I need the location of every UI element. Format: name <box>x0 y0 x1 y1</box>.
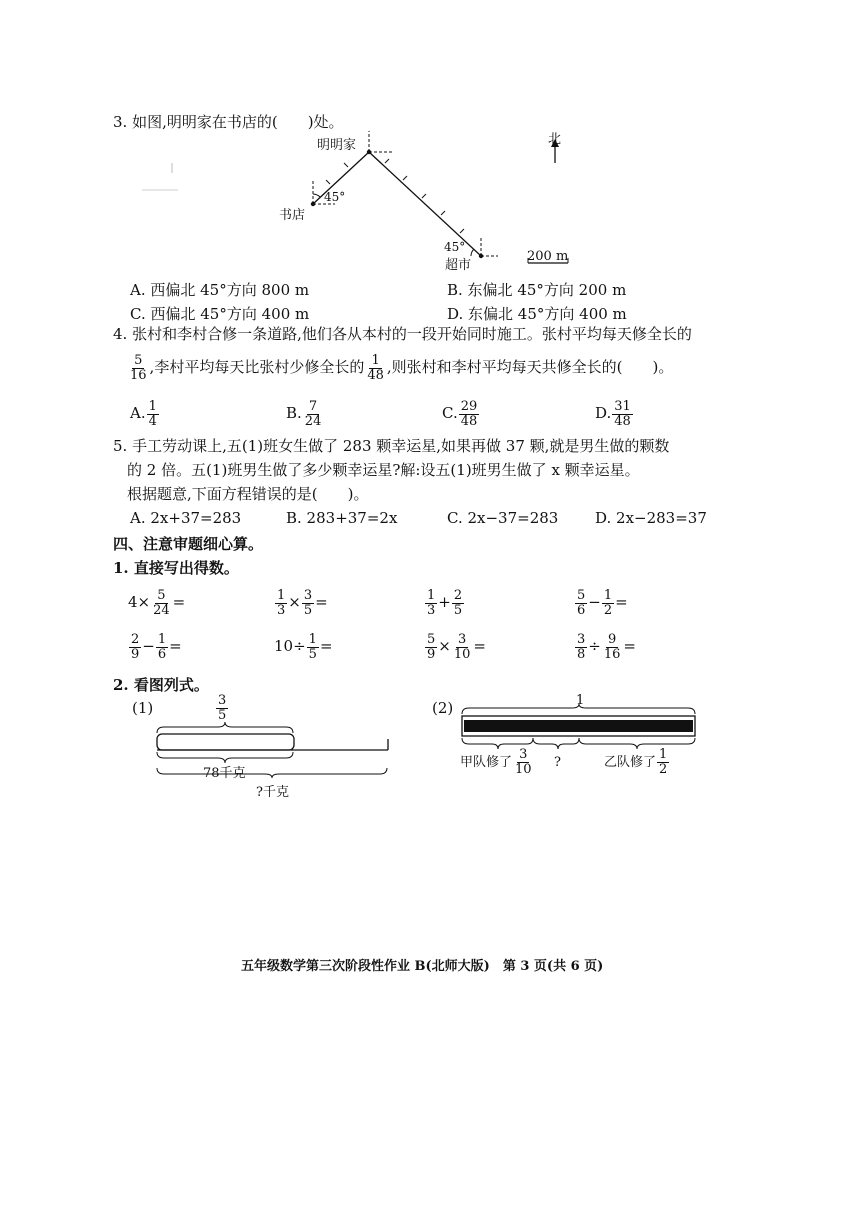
home-point <box>367 150 371 154</box>
fig1-fraction: $\frac{3}{5}$ <box>218 693 227 723</box>
fig1-known-label: 78千克 <box>203 766 246 781</box>
calc-r1-4: $\frac{5}{6}$ − $\frac{1}{2}$ = <box>577 587 628 618</box>
scale-label: 200 m <box>527 249 569 264</box>
angle-label-supermarket: 45° <box>444 240 466 254</box>
supermarket-point <box>479 254 483 258</box>
calc-r1-1: 4× $\frac{5}{24}$ = <box>128 587 186 618</box>
calc-r2-2: 10÷ $\frac{1}{5}$ = <box>274 631 333 662</box>
q5-line1: 5. 手工劳动课上,五(1)班女生做了 283 颗幸运星,如果再做 37 颗,就是男生做的颗数 <box>113 437 670 455</box>
fig1-part-bar <box>157 734 294 750</box>
fig2-middle-label: ? <box>554 755 561 770</box>
q4-option-c: C. $\frac{29}{48}$ <box>442 398 478 429</box>
q3-option-c: C. 西偏北 45°方向 400 m <box>130 305 310 323</box>
q4-option-b: B. $\frac{7}{24}$ <box>286 398 322 429</box>
q5-line3: 根据题意,下面方程错误的是( )。 <box>127 485 369 503</box>
q5-option-a: A. 2x+37=283 <box>130 509 242 527</box>
q4-line1: 4. 张村和李村合修一条道路,他们各从本村的一段开始同时施工。张村平均每天修全长的 <box>113 325 692 343</box>
supermarket-label: 超市 <box>445 258 472 273</box>
fig1-diagram <box>150 722 395 782</box>
page-footer: 五年级数学第三次阶段性作业 B(北师大版) 第 3 页(共 6 页) <box>241 959 604 974</box>
section4-q2-title: 2. 看图列式。 <box>113 676 209 694</box>
north-label: 北 <box>548 132 562 147</box>
home-label: 明明家 <box>317 138 357 153</box>
q5-option-d: D. 2x−283=37 <box>595 509 707 527</box>
fig2-team-a-label: 甲队修了 $\frac{3}{10}$ <box>460 747 532 777</box>
bookstore-point <box>311 202 315 206</box>
bookstore-label: 书店 <box>279 208 306 223</box>
q3-option-b: B. 东偏北 45°方向 200 m <box>447 281 627 299</box>
calc-r2-4: $\frac{3}{8}$ ÷ $\frac{9}{16}$ = <box>577 631 636 662</box>
section4-q1-title: 1. 直接写出得数。 <box>113 559 239 577</box>
q3-option-a: A. 西偏北 45°方向 800 m <box>130 281 310 299</box>
q4-fraction-1-48: $\frac{1}{48}$ <box>367 352 384 383</box>
fig2-total-label: 1 <box>576 693 585 708</box>
q5-line2: 的 2 倍。五(1)班男生做了多少颗幸运星?解:设五(1)班男生做了 x 颗幸运星。 <box>127 461 640 479</box>
q5-option-c: C. 2x−37=283 <box>447 509 559 527</box>
fig1-label: (1) <box>132 699 154 717</box>
q3-option-d: D. 东偏北 45°方向 400 m <box>447 305 627 323</box>
calc-r1-3: $\frac{1}{3}$ + $\frac{2}{5}$ <box>427 587 463 618</box>
q3-stem: 3. 如图,明明家在书店的( )处。 <box>113 113 344 131</box>
q5-option-b: B. 283+37=2x <box>286 509 398 527</box>
fig2-label: (2) <box>432 699 454 717</box>
calc-r2-1: $\frac{2}{9}$ − $\frac{1}{6}$ = <box>131 631 182 662</box>
section4-title: 四、注意审题细心算。 <box>113 535 264 553</box>
q4-fraction-5-16: $\frac{5}{16}$ <box>130 352 147 383</box>
q4-line2: $\frac{5}{16}$ ,李村平均每天比张村少修全长的 $\frac{1}{48}$ ,则张村和李村平均每天共修全长的( )。 <box>130 352 674 383</box>
calc-r2-3: $\frac{5}{9}$ × $\frac{3}{10}$ = <box>427 631 486 662</box>
angle-label-bookstore: 45° <box>324 190 346 204</box>
fig2-team-b-label: 乙队修了 $\frac{1}{2}$ <box>604 747 668 777</box>
q4-option-a: A. $\frac{1}{4}$ <box>130 398 157 429</box>
q4-option-d: D. $\frac{31}{48}$ <box>595 398 631 429</box>
fig1-unknown-label: ?千克 <box>256 785 289 800</box>
calc-r1-2: $\frac{1}{3}$ × $\frac{3}{5}$ = <box>277 587 328 618</box>
